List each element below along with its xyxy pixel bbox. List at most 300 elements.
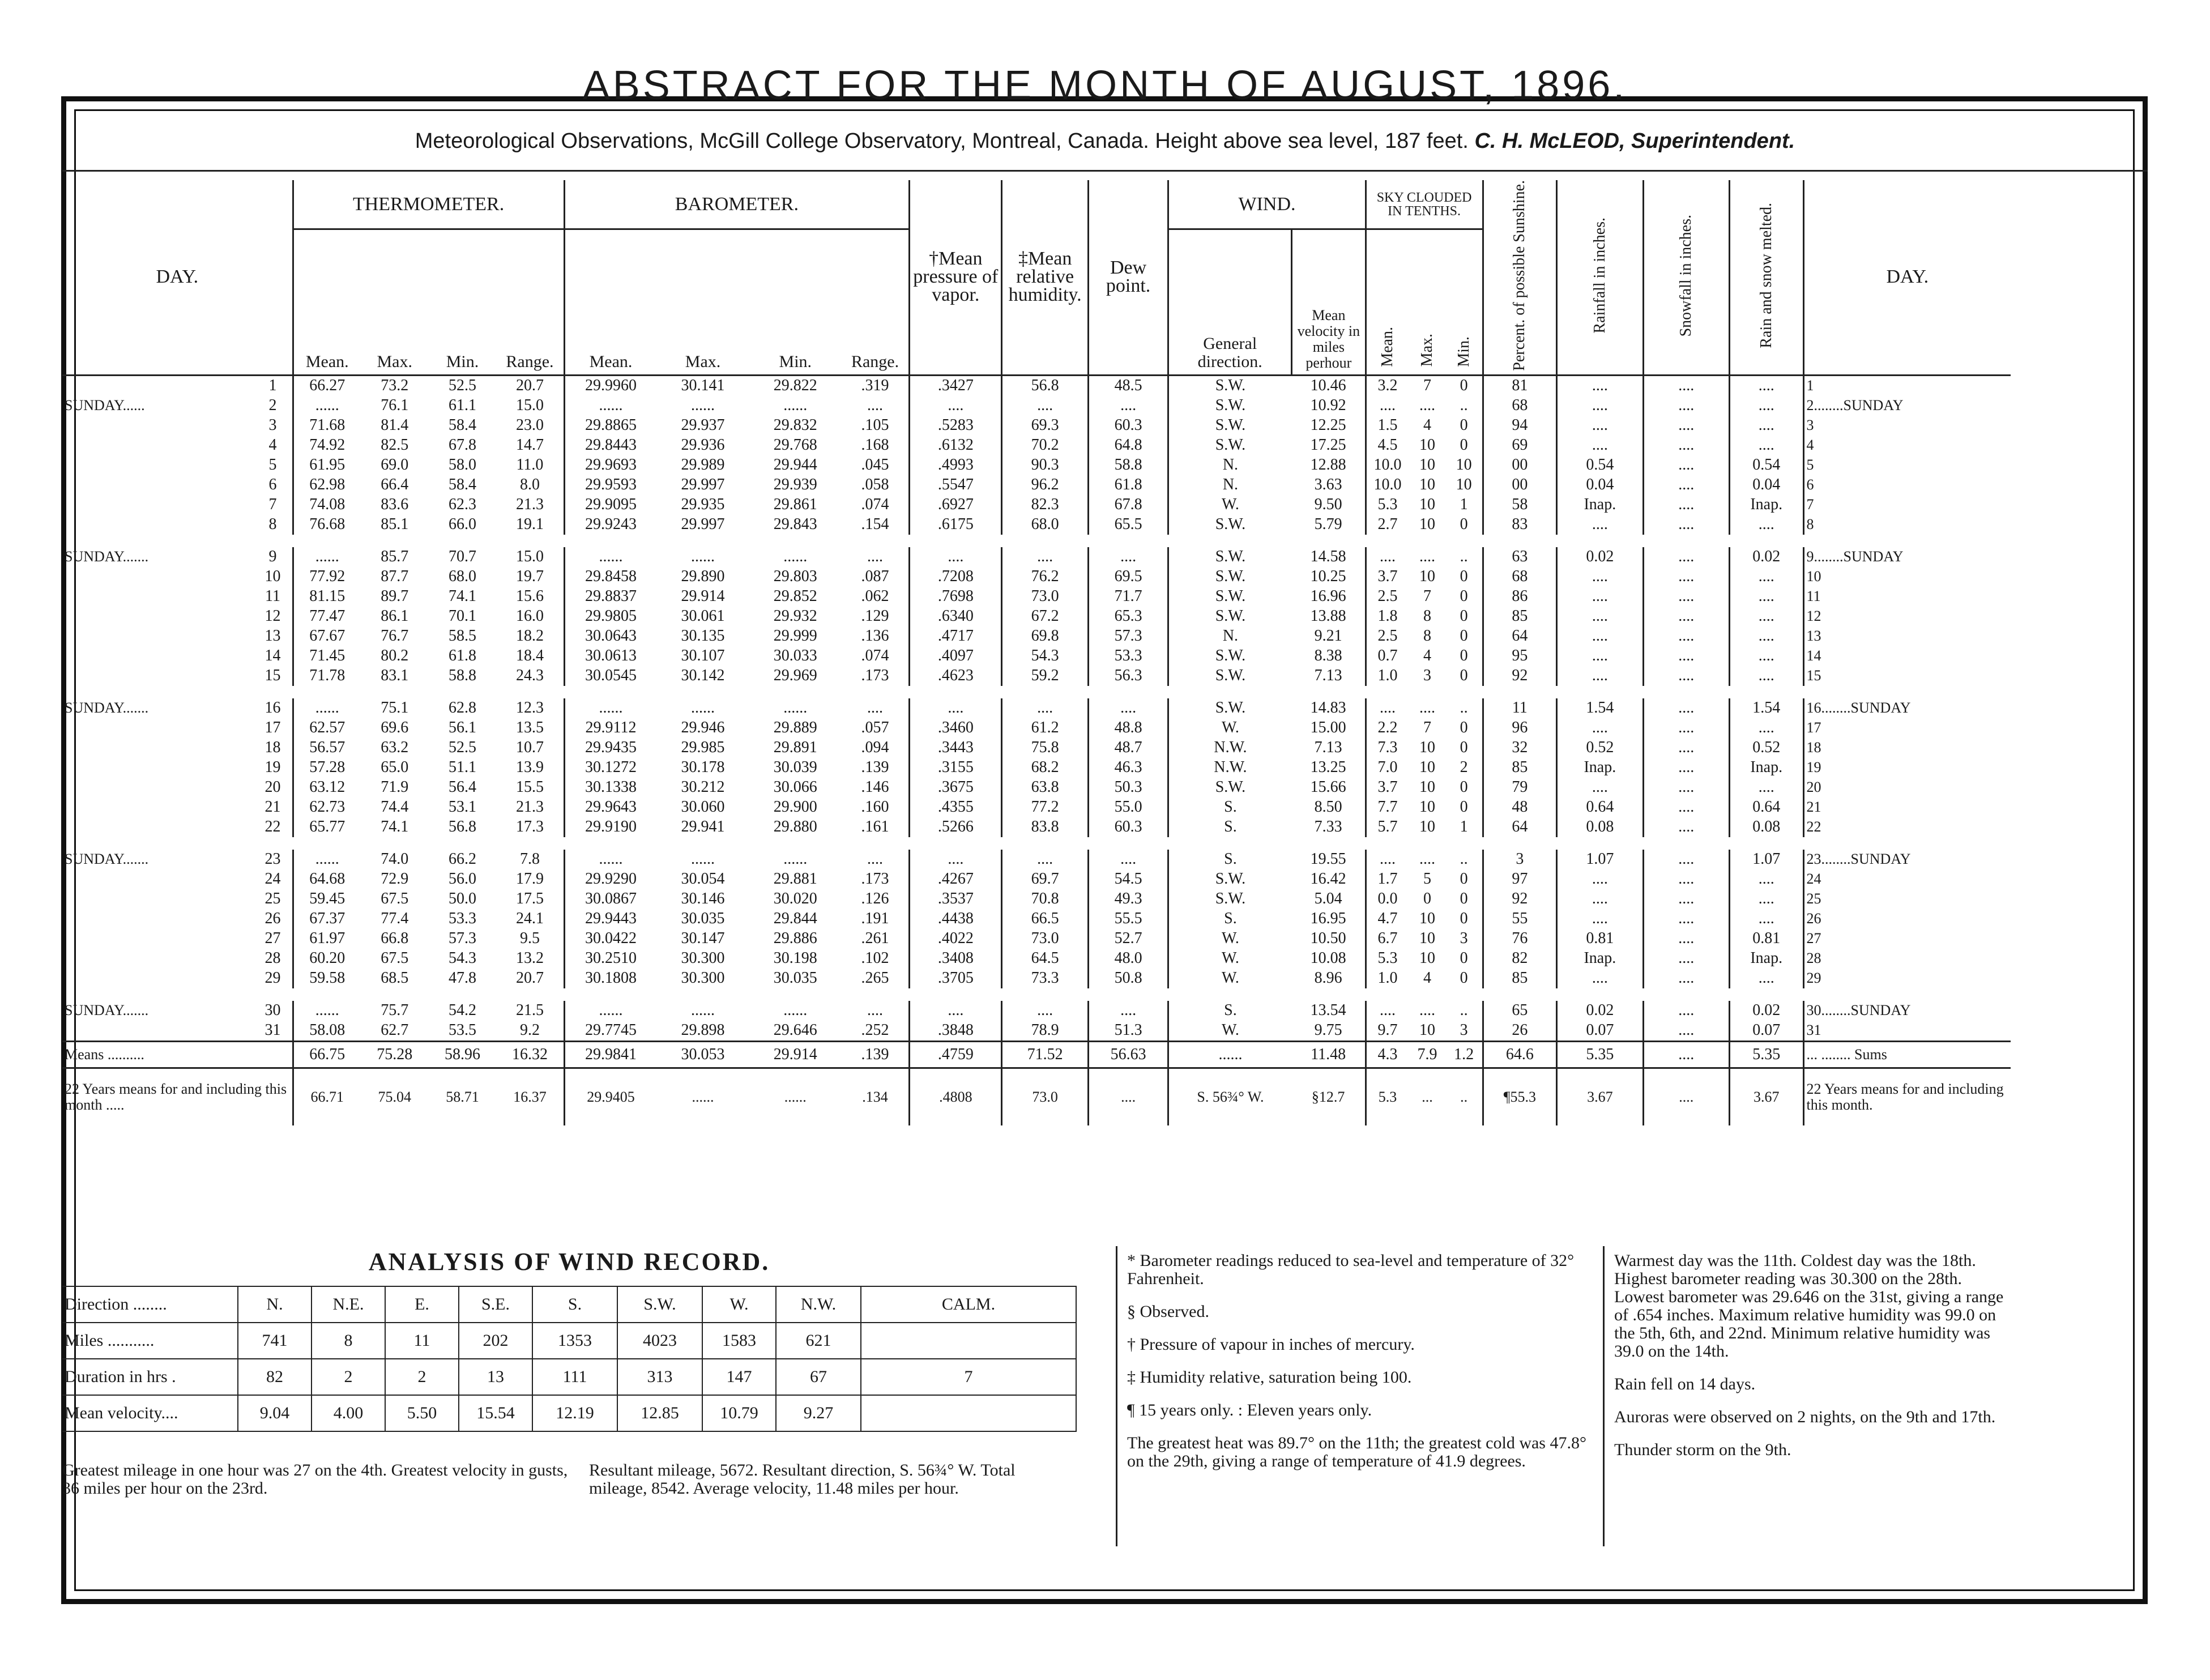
table-row — [62, 567, 2011, 587]
remark-rain: Rain fell on 14 days. — [1614, 1375, 1756, 1393]
cell: 70.2 — [1002, 436, 1088, 455]
cell: 1.8 — [1366, 607, 1409, 626]
row-day-number: 28 — [264, 949, 281, 967]
row-day-label — [62, 909, 253, 929]
cell: .3848 — [910, 1021, 1002, 1042]
wind-cell: Miles ........... — [62, 1323, 238, 1359]
cell: .... — [1088, 850, 1168, 869]
cell: 29.7745 — [564, 1021, 656, 1042]
cell: 66.0 — [448, 515, 476, 534]
cell: 8.0 — [519, 476, 540, 494]
cell: .... — [1729, 646, 1803, 666]
cell: 14.83 — [1310, 699, 1346, 717]
cell: 2.2 — [1366, 718, 1409, 738]
cell: 7.3 — [1366, 738, 1409, 758]
rainsnow-header: Rain and snow melted. — [1729, 180, 1803, 375]
wind-header-cell: S. — [532, 1286, 617, 1323]
t-mean-header: Mean. — [293, 229, 361, 376]
cell: 10 — [1419, 929, 1436, 948]
cell: 20.7 — [515, 969, 544, 987]
cell: 58.5 — [448, 627, 476, 645]
cell: 81 — [1483, 375, 1557, 396]
cell: 68.0 — [448, 568, 476, 586]
cell: 10 — [1419, 949, 1436, 967]
cell: 10 — [1419, 456, 1436, 474]
cell: .... — [1643, 475, 1729, 495]
cell: .... — [1002, 850, 1088, 869]
cell: 83 — [1483, 515, 1557, 535]
row-day-label — [62, 626, 253, 646]
cell: 29.9643 — [564, 798, 656, 817]
row-day-label — [62, 869, 253, 889]
cell: 6.7 — [1366, 929, 1409, 949]
cell: S. — [1168, 850, 1292, 869]
cell: .062 — [861, 587, 889, 606]
cell: 29.881 — [773, 870, 817, 888]
cell: .3427 — [910, 375, 1002, 396]
cell: N. — [1168, 455, 1292, 475]
cell: 73.3 — [1002, 969, 1088, 988]
cell: .4022 — [910, 929, 1002, 949]
row-day-label — [62, 607, 253, 626]
cell: .4808 — [910, 1068, 1002, 1125]
cell: 16.42 — [1310, 870, 1346, 888]
cell: 82.5 — [381, 436, 409, 454]
cell: .... — [1557, 626, 1643, 646]
t-min-header: Min. — [429, 229, 497, 376]
cell: 59.2 — [1002, 666, 1088, 686]
cell: .... — [1002, 698, 1088, 718]
row-day-number: 26 — [264, 910, 281, 928]
cell: Inap. — [1557, 495, 1643, 515]
table-row — [62, 455, 2011, 475]
cell: ...... — [1168, 1041, 1292, 1068]
cell: 21.5 — [515, 1001, 544, 1020]
cell: .... — [1419, 1001, 1436, 1020]
cell: 29.9290 — [564, 869, 656, 889]
cell: 29.9435 — [564, 738, 656, 758]
cell: ...... — [691, 850, 715, 868]
cell: 69.7 — [1002, 869, 1088, 889]
table-row — [62, 547, 2011, 567]
cell: .4097 — [910, 646, 1002, 666]
cell: 0.08 — [1557, 817, 1643, 837]
row-day-number: 27 — [264, 929, 281, 948]
cell: .... — [1729, 869, 1803, 889]
cell: 23.0 — [515, 416, 544, 434]
cell: 49.3 — [1088, 889, 1168, 909]
cell: 67.8 — [1088, 495, 1168, 515]
cell: .... — [1643, 646, 1729, 666]
cell: 5.35 — [1729, 1041, 1803, 1068]
row-day-label — [62, 778, 253, 798]
row-day-label — [62, 666, 253, 686]
row-day-number: 11 — [265, 587, 281, 606]
cell: 83.8 — [1002, 817, 1088, 837]
row-day-right: 3 — [1803, 416, 2011, 436]
cell: 15.00 — [1310, 719, 1346, 737]
title-rule — [62, 170, 2148, 172]
row-day-right: 22 Years means for and including this month. — [1803, 1068, 2011, 1125]
row-day-label — [62, 889, 253, 909]
wind-cell: 13 — [459, 1359, 532, 1395]
cell: 9.7 — [1366, 1021, 1409, 1042]
cell: .7208 — [910, 567, 1002, 587]
wind-analysis-title: ANALYSIS OF WIND RECORD. — [368, 1248, 770, 1276]
cell: .094 — [861, 739, 889, 757]
cell: 29.8865 — [564, 416, 656, 436]
cell: .... — [1643, 909, 1729, 929]
row-day-right: 17 — [1803, 718, 2011, 738]
sky-max-header: Max. — [1409, 229, 1445, 376]
cell: 65 — [1483, 1001, 1557, 1021]
cell: 30.2510 — [564, 949, 656, 969]
cell: .4267 — [910, 869, 1002, 889]
cell: N. — [1168, 626, 1292, 646]
cell: 97 — [1483, 869, 1557, 889]
cell: 29.932 — [773, 607, 817, 625]
table-row — [62, 929, 2011, 949]
cell: 62.3 — [448, 496, 476, 514]
cell: 29.914 — [681, 587, 725, 606]
cell: ...... — [564, 850, 656, 869]
cell: 55.5 — [1088, 909, 1168, 929]
cell: 70.7 — [448, 548, 476, 566]
row-day-label — [62, 817, 253, 837]
cell: .... — [1088, 698, 1168, 718]
cell: 17.9 — [515, 870, 544, 888]
cell: S.W. — [1168, 375, 1292, 396]
wind-header-cell: W. — [702, 1286, 776, 1323]
cell: 77.4 — [381, 910, 409, 928]
cell: 0.07 — [1729, 1021, 1803, 1042]
cell: .6175 — [910, 515, 1002, 535]
cell: .... — [1643, 495, 1729, 515]
cell: ...... — [691, 396, 715, 415]
cell: .... — [1643, 850, 1729, 869]
cell: .... — [1643, 1001, 1729, 1021]
row-day-label — [62, 969, 253, 988]
row-day-right: 16........SUNDAY — [1803, 698, 2011, 718]
cell: .... — [1366, 547, 1409, 567]
cell: .... — [1729, 375, 1803, 396]
table-row — [62, 889, 2011, 909]
wind-cell: 1583 — [702, 1323, 776, 1359]
cell: 29.8443 — [564, 436, 656, 455]
cell: 52.5 — [448, 377, 476, 395]
cell: 75.7 — [381, 1001, 409, 1020]
cell: 67.67 — [293, 626, 361, 646]
cell: 14.7 — [515, 436, 544, 454]
row-day-right: 14 — [1803, 646, 2011, 666]
cell: §12.7 — [1311, 1088, 1345, 1105]
cell: 85 — [1483, 758, 1557, 778]
table-row — [62, 850, 2011, 869]
cell: 3 — [1460, 929, 1468, 948]
cell: W. — [1168, 718, 1292, 738]
cell: .... — [1557, 396, 1643, 416]
cell: .146 — [861, 778, 889, 796]
cell: 30.020 — [773, 890, 817, 908]
rainfall-header: Rainfall in inches. — [1557, 180, 1643, 375]
cell: 64.5 — [1002, 949, 1088, 969]
cell: .... — [910, 547, 1002, 567]
cell: 0 — [1460, 949, 1468, 967]
cell: 00 — [1483, 475, 1557, 495]
cell: 10 — [1419, 568, 1436, 586]
bottom-divider-1 — [1116, 1246, 1117, 1546]
cell: 76.2 — [1002, 567, 1088, 587]
observations-body — [62, 375, 2011, 1125]
b-range-header: Range. — [842, 229, 910, 376]
cell: ... — [1422, 1088, 1433, 1105]
cell: 53.1 — [448, 798, 476, 816]
cell: 1 — [1460, 496, 1468, 514]
thermometer-group: THERMOMETER. — [293, 180, 564, 229]
cell: .4717 — [910, 626, 1002, 646]
wind-row — [62, 1359, 1076, 1395]
cell: ...... — [564, 547, 656, 567]
cell: .... — [1366, 1001, 1409, 1021]
row-day-label: SUNDAY....... — [65, 700, 149, 717]
cell: 10 — [1456, 476, 1472, 494]
cell: 68.5 — [381, 969, 409, 987]
group-header-row — [62, 180, 2011, 229]
cell: 1.0 — [1366, 666, 1409, 686]
cell: 7 — [1423, 719, 1432, 737]
wind-cell: 4023 — [617, 1323, 702, 1359]
day-header-right: DAY. — [1803, 180, 2011, 375]
cell: .... — [1729, 396, 1803, 416]
cell: 77.2 — [1002, 798, 1088, 817]
cell: 10 — [1419, 798, 1436, 816]
table-row — [62, 698, 2011, 718]
cell: 82.3 — [1002, 495, 1088, 515]
row-day-right: ... ........ Sums — [1803, 1041, 2011, 1068]
cell: 58.0 — [448, 456, 476, 474]
wind-cell: 67 — [776, 1359, 861, 1395]
cell: .4438 — [910, 909, 1002, 929]
cell: .... — [1643, 738, 1729, 758]
row-day-number: 22 — [264, 818, 281, 836]
cell: .6927 — [910, 495, 1002, 515]
row-day-right: 22 — [1803, 817, 2011, 837]
wind-cell: 12.19 — [532, 1395, 617, 1431]
row-day-number: 18 — [264, 739, 281, 757]
cell: 66.75 — [293, 1041, 361, 1068]
cell: 64 — [1483, 817, 1557, 837]
cell: 74.08 — [293, 495, 361, 515]
cell: 5.04 — [1314, 890, 1342, 908]
cell: 54.5 — [1088, 869, 1168, 889]
cell: 80.2 — [381, 647, 409, 665]
cell: 29.832 — [773, 416, 817, 434]
cell: .265 — [861, 969, 889, 987]
cell: 66.2 — [448, 850, 476, 868]
superintendent: C. H. McLEOD, Superintendent. — [1474, 129, 1795, 153]
cell: .. — [1460, 548, 1468, 566]
row-day-label: SUNDAY...... — [65, 397, 145, 414]
cell: 0 — [1460, 798, 1468, 816]
row-day-number: 8 — [268, 515, 277, 534]
barometer-group: BAROMETER. — [564, 180, 910, 229]
cell: .191 — [861, 910, 889, 928]
footnotes — [1127, 1252, 1603, 1485]
cell: 50.3 — [1088, 778, 1168, 798]
cell: .... — [1729, 436, 1803, 455]
cell: 13.2 — [515, 949, 544, 967]
table-row — [62, 436, 2011, 455]
cell: .5547 — [910, 475, 1002, 495]
cell: ...... — [783, 699, 808, 717]
cell: .... — [1002, 547, 1088, 567]
cell: .. — [1460, 396, 1468, 415]
cell: 0 — [1460, 515, 1468, 534]
cell: 54.3 — [448, 949, 476, 967]
cell: 30.0422 — [564, 929, 656, 949]
cell: .... — [1557, 646, 1643, 666]
cell: 29.985 — [681, 739, 725, 757]
vapor-header: †Mean pressure of vapor. — [910, 180, 1002, 375]
cell: .3155 — [910, 758, 1002, 778]
cell: .... — [1729, 909, 1803, 929]
cell: 83.6 — [381, 496, 409, 514]
table-row — [62, 758, 2011, 778]
cell: 57.3 — [448, 929, 476, 948]
cell: 73.0 — [1002, 929, 1088, 949]
cell: W. — [1168, 1021, 1292, 1042]
table-row — [62, 396, 2011, 416]
cell: .... — [1729, 969, 1803, 988]
cell: .... — [910, 698, 1002, 718]
cell: .... — [1557, 666, 1643, 686]
cell: .... — [1643, 718, 1729, 738]
cell: 56.8 — [1002, 375, 1088, 396]
cell: .... — [1643, 375, 1729, 396]
cell: .... — [1088, 1068, 1168, 1125]
remark-warmest: Warmest day was the 11th. Coldest day was the 18th. Highest barometer reading was 30.300 on the 28th. Lowest barometer was 29.646 on the 31st, giving a range of .654 inches. Maximum relative humidity was 99.0 on the 5th, 6th, and 22nd. Minimum relative humidity was 39.0 on the 14th. — [1614, 1251, 2004, 1361]
cell: 29.9190 — [564, 817, 656, 837]
cell: S.W. — [1168, 889, 1292, 909]
cell: W. — [1168, 929, 1292, 949]
cell: 3.7 — [1366, 778, 1409, 798]
cell: 29.646 — [773, 1021, 817, 1039]
table-row — [62, 909, 2011, 929]
cell: 29.822 — [773, 377, 817, 395]
cell: 56.3 — [1088, 666, 1168, 686]
cell: .5266 — [910, 817, 1002, 837]
cell: .045 — [861, 456, 889, 474]
cell: .... — [1643, 587, 1729, 607]
cell: 30.033 — [773, 647, 817, 665]
cell: .... — [1643, 515, 1729, 535]
wind-note-resultant: Resultant mileage, 5672. Resultant direction, S. 56¾° W. Total mileage, 8542. Average velocity, 11.48 miles per hour. — [589, 1461, 1016, 1498]
cell: .... — [1643, 1021, 1729, 1042]
cell: 30.054 — [681, 870, 725, 888]
cell: 55.0 — [1088, 798, 1168, 817]
cell: .... — [1643, 778, 1729, 798]
cell: 3.67 — [1557, 1068, 1643, 1125]
cell: 5 — [1423, 870, 1432, 888]
cell: 63.12 — [293, 778, 361, 798]
row-day-number: 15 — [264, 667, 281, 685]
wind-header-cell: S.W. — [617, 1286, 702, 1323]
cell: .. — [1460, 850, 1468, 868]
cell: 3.7 — [1366, 567, 1409, 587]
cell: .... — [1643, 817, 1729, 837]
cell: 58.4 — [448, 476, 476, 494]
cell: 10 — [1419, 739, 1436, 757]
bottom-section — [62, 1240, 2011, 1558]
sky-group: SKY CLOUDED IN TENTHS. — [1366, 180, 1483, 229]
table-row — [62, 495, 2011, 515]
table-row — [62, 1021, 2011, 1042]
cell: .... — [1557, 567, 1643, 587]
table-row — [62, 778, 2011, 798]
cell: 8.38 — [1314, 647, 1342, 665]
wind-cell: 12.85 — [617, 1395, 702, 1431]
cell: 48.8 — [1088, 718, 1168, 738]
cell: 71.7 — [1088, 587, 1168, 607]
cell: .3443 — [910, 738, 1002, 758]
cell: 30.061 — [681, 607, 725, 625]
cell: .... — [1557, 869, 1643, 889]
cell: 29.9693 — [564, 455, 656, 475]
cell: 85 — [1483, 607, 1557, 626]
cell: 60.3 — [1088, 817, 1168, 837]
cell: 75.04 — [378, 1088, 411, 1105]
cell: 4 — [1423, 416, 1432, 434]
cell: 54.3 — [1002, 646, 1088, 666]
cell: .... — [1643, 436, 1729, 455]
table-row — [62, 515, 2011, 535]
cell: 0.64 — [1557, 798, 1643, 817]
wind-cell: 2 — [312, 1359, 385, 1395]
cell: 56.4 — [448, 778, 476, 796]
cell: .... — [1643, 1041, 1729, 1068]
cell: 85.1 — [381, 515, 409, 534]
cell: .074 — [861, 647, 889, 665]
cell: 0 — [1460, 719, 1468, 737]
cell: 50.0 — [448, 890, 476, 908]
cell: 66.5 — [1002, 909, 1088, 929]
cell: 61.8 — [1088, 475, 1168, 495]
cell: 26 — [1483, 1021, 1557, 1042]
row-day-right: 7 — [1803, 495, 2011, 515]
row-day-right: 28 — [1803, 949, 2011, 969]
cell: .. — [1460, 1088, 1468, 1105]
cell: 30.198 — [773, 949, 817, 967]
cell: 70.8 — [1002, 889, 1088, 909]
cell: 65.3 — [1088, 607, 1168, 626]
row-day-right: 21 — [1803, 798, 2011, 817]
cell: 10 — [1419, 496, 1436, 514]
t-max-header: Max. — [361, 229, 429, 376]
row-day-number: 4 — [268, 436, 277, 454]
cell: .057 — [861, 719, 889, 737]
wind-cell — [861, 1323, 1076, 1359]
row-day-label — [62, 798, 253, 817]
row-day-right: 29 — [1803, 969, 2011, 988]
row-day-number: 19 — [264, 758, 281, 777]
cell: 7 — [1423, 377, 1432, 395]
cell: 0.7 — [1366, 646, 1409, 666]
cell: 62.98 — [293, 475, 361, 495]
wind-cell: 202 — [459, 1323, 532, 1359]
cell: .102 — [861, 949, 889, 967]
wind-cell: 621 — [776, 1323, 861, 1359]
table-row — [62, 646, 2011, 666]
